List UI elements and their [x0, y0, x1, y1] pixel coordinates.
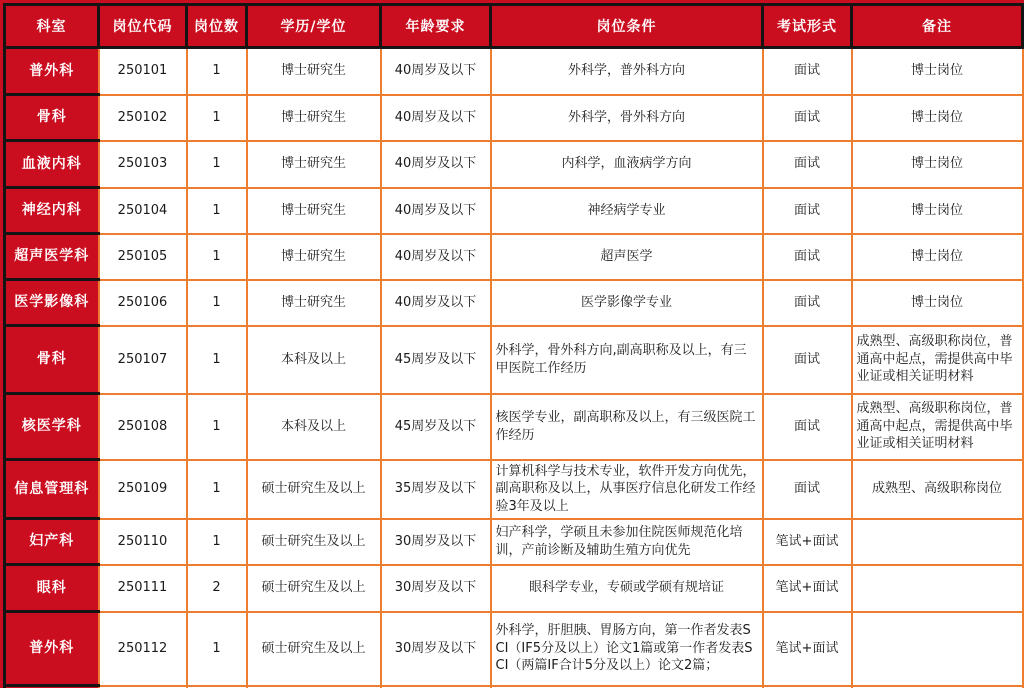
- header-row: [5, 5, 1023, 48]
- cell-age: 40周岁及以下: [381, 95, 491, 141]
- cell-age: 40周岁及以下: [381, 141, 491, 188]
- col-header-cond: 岗位条件: [491, 5, 763, 48]
- cell-exam: 面试: [763, 48, 852, 95]
- cell-degree: 博士研究生: [247, 95, 381, 141]
- cell-exam: 笔试+面试: [763, 565, 852, 612]
- cell-age: 30周岁及以下: [381, 519, 491, 565]
- cell-age: 40周岁及以下: [381, 280, 491, 326]
- cell-count: 1: [187, 612, 247, 686]
- cell-code: 250111: [99, 565, 187, 612]
- cell-remark: 成熟型、高级职称岗位: [852, 460, 1023, 519]
- cell-cond: 妇产科学，学硕且未参加住院医师规范化培训，产前诊断及辅助生殖方向优先: [491, 519, 763, 565]
- cell-degree: 硕士研究生及以上: [247, 612, 381, 686]
- cell-age: 35周岁及以下: [381, 460, 491, 519]
- cell-dept: 骨科: [5, 95, 99, 141]
- table-row: [5, 565, 1023, 612]
- cell-dept: 超声医学科: [5, 234, 99, 280]
- cell-exam: 面试: [763, 234, 852, 280]
- cell-cond: 眼科学专业，专硕或学硕有规培证: [491, 565, 763, 612]
- cell-cond: 外科学，骨外科方向: [491, 95, 763, 141]
- cell-remark: 成熟型、高级职称岗位，普通高中起点，需提供高中毕业证或相关证明材料: [852, 394, 1023, 460]
- cell-cond: 超声医学: [491, 234, 763, 280]
- table-row: [5, 394, 1023, 460]
- cell-dept: 信息管理科: [5, 460, 99, 519]
- cell-code: 250108: [99, 394, 187, 460]
- col-header-dept: 科室: [5, 5, 99, 48]
- table-body: [5, 48, 1023, 688]
- cell-degree: 博士研究生: [247, 141, 381, 188]
- cell-remark: 博士岗位: [852, 188, 1023, 234]
- cell-code: 250104: [99, 188, 187, 234]
- cell-count: 1: [187, 519, 247, 565]
- table-row: [5, 48, 1023, 95]
- table-row: [5, 460, 1023, 519]
- cell-dept: 神经内科: [5, 188, 99, 234]
- cell-dept: 医学影像科: [5, 280, 99, 326]
- cell-dept: 眼科: [5, 565, 99, 612]
- col-header-degree: 学历/学位: [247, 5, 381, 48]
- cell-code: 250105: [99, 234, 187, 280]
- cell-count: 1: [187, 95, 247, 141]
- cell-count: 1: [187, 141, 247, 188]
- cell-age: 30周岁及以下: [381, 612, 491, 686]
- cell-count: 1: [187, 394, 247, 460]
- cell-cond: 外科学，骨外科方向,副高职称及以上，有三甲医院工作经历: [491, 326, 763, 394]
- cell-cond: 医学影像学专业: [491, 280, 763, 326]
- table-row: [5, 519, 1023, 565]
- cell-code: 250106: [99, 280, 187, 326]
- recruitment-positions-table: [3, 3, 1024, 688]
- cell-exam: 面试: [763, 394, 852, 460]
- cell-remark: 博士岗位: [852, 141, 1023, 188]
- cell-cond: 外科学，普外科方向: [491, 48, 763, 95]
- cell-remark: 成熟型、高级职称岗位，普通高中起点，需提供高中毕业证或相关证明材料: [852, 326, 1023, 394]
- cell-degree: 博士研究生: [247, 234, 381, 280]
- cell-age: 40周岁及以下: [381, 234, 491, 280]
- cell-age: 40周岁及以下: [381, 188, 491, 234]
- cell-cond: 计算机科学与技术专业，软件开发方向优先，副高职称及以上，从事医疗信息化研发工作经验3年及以上: [491, 460, 763, 519]
- cell-code: 250109: [99, 460, 187, 519]
- cell-remark: 博士岗位: [852, 48, 1023, 95]
- cell-degree: 硕士研究生及以上: [247, 460, 381, 519]
- cell-degree: 博士研究生: [247, 48, 381, 95]
- cell-degree: 硕士研究生及以上: [247, 565, 381, 612]
- table-row: [5, 234, 1023, 280]
- cell-degree: 博士研究生: [247, 188, 381, 234]
- cell-cond: 核医学专业，副高职称及以上，有三级医院工作经历: [491, 394, 763, 460]
- cell-degree: 本科及以上: [247, 394, 381, 460]
- cell-count: 1: [187, 280, 247, 326]
- cell-exam: 面试: [763, 280, 852, 326]
- cell-exam: 面试: [763, 460, 852, 519]
- cell-code: 250107: [99, 326, 187, 394]
- cell-remark: [852, 612, 1023, 686]
- cell-code: 250103: [99, 141, 187, 188]
- col-header-code: 岗位代码: [99, 5, 187, 48]
- cell-age: 30周岁及以下: [381, 565, 491, 612]
- cell-dept: 骨科: [5, 326, 99, 394]
- cell-code: 250101: [99, 48, 187, 95]
- cell-cond: 外科学，肝胆胰、胃肠方向，第一作者发表SCI（IF5分及以上）论文1篇或第一作者发表SCI（两篇IF合计5分及以上）论文2篇；: [491, 612, 763, 686]
- col-header-count: 岗位数: [187, 5, 247, 48]
- cell-dept: 血液内科: [5, 141, 99, 188]
- table-row: [5, 612, 1023, 686]
- cell-dept: 普外科: [5, 48, 99, 95]
- cell-exam: 面试: [763, 141, 852, 188]
- cell-remark: 博士岗位: [852, 280, 1023, 326]
- cell-degree: 本科及以上: [247, 326, 381, 394]
- cell-remark: [852, 565, 1023, 612]
- cell-count: 1: [187, 48, 247, 95]
- col-header-exam: 考试形式: [763, 5, 852, 48]
- cell-count: 1: [187, 326, 247, 394]
- table-row: [5, 280, 1023, 326]
- cell-age: 45周岁及以下: [381, 326, 491, 394]
- cell-count: 1: [187, 234, 247, 280]
- cell-age: 40周岁及以下: [381, 48, 491, 95]
- table-row: [5, 141, 1023, 188]
- cell-exam: 面试: [763, 188, 852, 234]
- cell-code: 250110: [99, 519, 187, 565]
- col-header-age: 年龄要求: [381, 5, 491, 48]
- cell-exam: 笔试+面试: [763, 519, 852, 565]
- cell-remark: 博士岗位: [852, 95, 1023, 141]
- cell-exam: 笔试+面试: [763, 612, 852, 686]
- cell-count: 1: [187, 188, 247, 234]
- table-row: [5, 326, 1023, 394]
- cell-exam: 面试: [763, 95, 852, 141]
- cell-dept: 普外科: [5, 612, 99, 686]
- cell-degree: 博士研究生: [247, 280, 381, 326]
- cell-remark: 博士岗位: [852, 234, 1023, 280]
- cell-cond: 神经病学专业: [491, 188, 763, 234]
- cell-count: 2: [187, 565, 247, 612]
- cell-dept: 妇产科: [5, 519, 99, 565]
- cell-count: 1: [187, 460, 247, 519]
- cell-degree: 硕士研究生及以上: [247, 519, 381, 565]
- cell-cond: 内科学，血液病学方向: [491, 141, 763, 188]
- cell-exam: 面试: [763, 326, 852, 394]
- cell-remark: [852, 519, 1023, 565]
- table-row: [5, 95, 1023, 141]
- table-row: [5, 188, 1023, 234]
- cell-dept: 核医学科: [5, 394, 99, 460]
- col-header-remark: 备注: [852, 5, 1023, 48]
- cell-code: 250112: [99, 612, 187, 686]
- cell-age: 45周岁及以下: [381, 394, 491, 460]
- cell-code: 250102: [99, 95, 187, 141]
